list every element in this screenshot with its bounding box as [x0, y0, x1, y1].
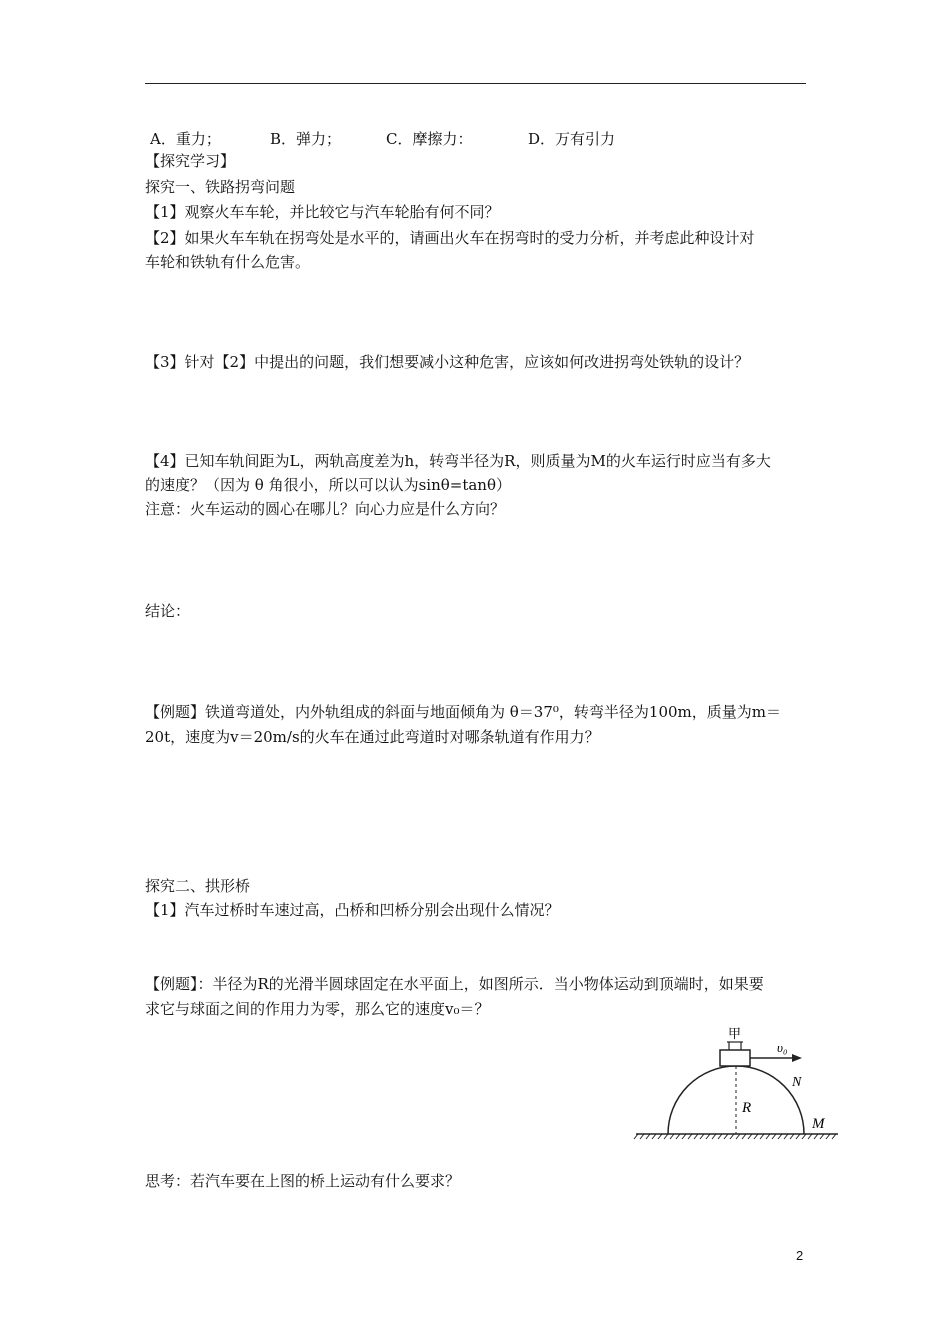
header-rule [145, 83, 806, 84]
example-2-line2: 求它与球面之间的作用力为零，那么它的速度v₀＝？ [145, 1000, 490, 1018]
think-question: 思考：若汽车要在上图的桥上运动有什么要求？ [145, 1172, 461, 1190]
radius-label: R [742, 1100, 752, 1116]
page-number: 2 [796, 1248, 804, 1263]
option-d: D．万有引力 [528, 130, 616, 148]
question-1: 【1】观察火车车轮，并比较它与汽车轮胎有何不同？ [145, 203, 500, 221]
note: 注意：火车运动的圆心在哪儿？向心力应是什么方向？ [145, 500, 506, 518]
explore2-title: 探究二、拱形桥 [145, 877, 251, 895]
question-5: 【1】汽车过桥时车速过高，凸桥和凹桥分别会出现什么情况？ [145, 901, 560, 919]
question-4-line1: 【4】已知车轨间距为L，两轨高度差为h，转弯半径为R，则质量为M的火车运行时应当有多大 [145, 452, 771, 470]
question-2-line2: 车轮和铁轨有什么危害。 [145, 253, 311, 271]
conclusion-label: 结论： [145, 602, 191, 620]
block-label: 甲 [728, 1026, 742, 1041]
example-1-line1: 【例题】铁道弯道处，内外轨组成的斜面与地面倾角为 θ＝37⁰，转弯半径为100m，质量为m＝ [145, 703, 781, 721]
hemisphere-figure [632, 1020, 842, 1140]
answer-options [150, 128, 750, 148]
example-1-line2: 20t，速度为v＝20m/s的火车在通过此弯道时对哪条轨道有作用力？ [145, 728, 600, 746]
section-heading: 【探究学习】 [145, 152, 236, 170]
point-n-label: N [792, 1075, 802, 1090]
velocity-arrowhead [792, 1054, 802, 1062]
option-c: C．摩擦力： [386, 130, 473, 148]
velocity-label: υ₀ [777, 1040, 788, 1055]
question-2-line1: 【2】如果火车车轨在拐弯处是水平的，请画出火车在拐弯时的受力分析，并考虑此种设计对 [145, 229, 755, 247]
option-b: B．弹力； [270, 130, 342, 148]
question-4-line2: 的速度？（因为 θ 角很小，所以可以认为sinθ=tanθ） [145, 476, 511, 494]
explore1-title: 探究一、铁路拐弯问题 [145, 178, 296, 196]
question-3: 【3】针对【2】中提出的问题，我们想要减小这种危害，应该如何改进拐弯处铁轨的设计？ [145, 353, 750, 371]
hemisphere-arc [668, 1066, 804, 1134]
point-m-label: M [812, 1116, 825, 1132]
example-2-line1: 【例题】：半径为R的光滑半圆球固定在水平面上，如图所示．当小物体运动到顶端时，如果要 [145, 975, 764, 993]
block [720, 1050, 750, 1066]
option-a: A．重力； [150, 130, 221, 148]
